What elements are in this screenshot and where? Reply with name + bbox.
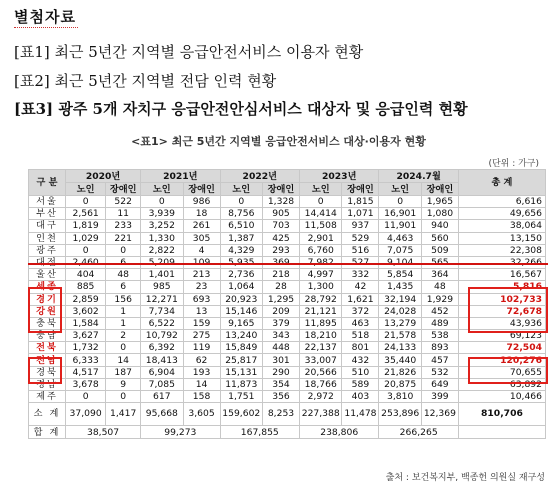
value-cell: 275 (183, 330, 220, 342)
value-cell: 32,194 (379, 293, 421, 305)
value-cell: 48 (106, 269, 141, 281)
value-cell: 21,826 (379, 366, 421, 378)
value-cell: 20,566 (300, 366, 342, 378)
value-cell: 0 (106, 391, 141, 403)
value-cell: 5,854 (379, 269, 421, 281)
source-note: 출처 : 보건복지부, 백종헌 의원실 재구성 (385, 473, 545, 483)
value-cell: 6,392 (141, 342, 183, 354)
value-cell: 343 (262, 330, 299, 342)
value-cell: 119 (183, 342, 220, 354)
value-cell: 332 (342, 269, 379, 281)
value-cell: 38,507 (66, 426, 141, 439)
value-cell: 15,131 (220, 366, 262, 378)
value-cell: 560 (421, 232, 458, 244)
value-cell: 13 (183, 305, 220, 317)
value-cell: 11,508 (300, 220, 342, 232)
value-cell: 1,819 (66, 220, 106, 232)
value-cell: 2,561 (66, 208, 106, 220)
total-cell: 810,706 (458, 403, 545, 426)
value-cell: 159,602 (220, 403, 262, 426)
value-cell: 1,064 (220, 281, 262, 293)
value-cell: 649 (421, 378, 458, 390)
value-cell: 156 (106, 293, 141, 305)
value-cell: 9,104 (379, 256, 421, 268)
value-cell: 99,273 (141, 426, 220, 439)
value-cell: 2 (106, 330, 141, 342)
value-cell: 18,413 (141, 354, 183, 366)
value-cell: 1,815 (342, 196, 379, 208)
value-cell: 14,414 (300, 208, 342, 220)
value-cell: 1,751 (220, 391, 262, 403)
value-cell: 3,939 (141, 208, 183, 220)
value-cell: 11,901 (379, 220, 421, 232)
header-total: 총 계 (458, 170, 545, 196)
region-cell: 전남 (29, 354, 66, 366)
value-cell: 11,478 (342, 403, 379, 426)
value-cell: 1,330 (141, 232, 183, 244)
value-cell: 693 (183, 293, 220, 305)
value-cell: 8,253 (262, 403, 299, 426)
value-cell: 452 (421, 305, 458, 317)
total-cell: 120,276 (458, 354, 545, 366)
value-cell: 3,605 (183, 403, 220, 426)
value-cell: 399 (421, 391, 458, 403)
total-cell: 43,936 (458, 317, 545, 329)
value-cell: 227,388 (300, 403, 342, 426)
value-cell: 509 (421, 244, 458, 256)
value-cell: 0 (300, 196, 342, 208)
total-cell: 63,892 (458, 378, 545, 390)
value-cell: 266,265 (379, 426, 458, 439)
total-cell: 32,266 (458, 256, 545, 268)
table-caption: <표1> 최근 5년간 지역별 응급안전서비스 대상·이용자 현황 (131, 135, 426, 148)
value-cell: 3,627 (66, 330, 106, 342)
value-cell: 463 (342, 317, 379, 329)
header-sub: 장애인 (262, 183, 299, 196)
value-cell: 0 (66, 391, 106, 403)
value-cell: 2,822 (141, 244, 183, 256)
value-cell: 3,810 (379, 391, 421, 403)
total-cell: 5,816 (458, 281, 545, 293)
value-cell: 14 (183, 378, 220, 390)
value-cell: 4,517 (66, 366, 106, 378)
value-cell: 18,210 (300, 330, 342, 342)
value-cell: 1,584 (66, 317, 106, 329)
header-sub: 장애인 (421, 183, 458, 196)
value-cell: 356 (262, 391, 299, 403)
region-cell: 인천 (29, 232, 66, 244)
value-cell: 905 (262, 208, 299, 220)
value-cell: 1,732 (66, 342, 106, 354)
value-cell: 425 (262, 232, 299, 244)
region-cell: 부산 (29, 208, 66, 220)
value-cell: 518 (342, 330, 379, 342)
value-cell: 2,972 (300, 391, 342, 403)
value-cell: 11,873 (220, 378, 262, 390)
region-cell: 강원 (29, 305, 66, 317)
value-cell: 9 (106, 378, 141, 390)
value-cell: 893 (421, 342, 458, 354)
region-cell: 경남 (29, 378, 66, 390)
value-cell: 703 (262, 220, 299, 232)
value-cell: 0 (66, 196, 106, 208)
grand-total-row (29, 426, 546, 439)
region-cell: 세종 (29, 281, 66, 293)
value-cell: 28,792 (300, 293, 342, 305)
attachment-underline (14, 27, 78, 28)
total-cell: 16,567 (458, 269, 545, 281)
total-cell: 69,123 (458, 330, 545, 342)
value-cell: 238,806 (300, 426, 379, 439)
value-cell: 18,766 (300, 378, 342, 390)
value-cell: 21,121 (300, 305, 342, 317)
value-cell: 1,965 (421, 196, 458, 208)
value-cell: 1,080 (421, 208, 458, 220)
value-cell: 522 (106, 196, 141, 208)
value-cell: 28 (262, 281, 299, 293)
table-row (29, 244, 546, 256)
value-cell: 213 (183, 269, 220, 281)
value-cell: 0 (379, 196, 421, 208)
unit-label: (단위 : 가구) (488, 159, 539, 169)
value-cell: 529 (342, 232, 379, 244)
total-cell: 22,308 (458, 244, 545, 256)
header-sub: 노인 (141, 183, 183, 196)
empty-cell (458, 426, 545, 439)
value-cell: 13,279 (379, 317, 421, 329)
value-cell: 209 (262, 305, 299, 317)
value-cell: 372 (342, 305, 379, 317)
value-cell: 12,369 (421, 403, 458, 426)
value-cell: 37,090 (66, 403, 106, 426)
total-cell: 13,150 (458, 232, 545, 244)
header-year: 2020년 (66, 170, 141, 183)
value-cell: 510 (342, 366, 379, 378)
header-year: 2022년 (220, 170, 299, 183)
value-cell: 10,792 (141, 330, 183, 342)
total-cell: 49,656 (458, 208, 545, 220)
value-cell: 14 (106, 354, 141, 366)
value-cell: 1,621 (342, 293, 379, 305)
value-cell: 404 (66, 269, 106, 281)
value-cell: 1 (106, 317, 141, 329)
header-year: 2021년 (141, 170, 220, 183)
value-cell: 4,463 (379, 232, 421, 244)
region-cell: 경북 (29, 366, 66, 378)
region-cell: 충남 (29, 330, 66, 342)
value-cell: 4,329 (220, 244, 262, 256)
value-cell: 985 (141, 281, 183, 293)
table-row (29, 208, 546, 220)
table-row (29, 220, 546, 232)
value-cell: 1,401 (141, 269, 183, 281)
attachment-label: 별첨자료 (14, 8, 76, 26)
value-cell: 589 (342, 378, 379, 390)
value-cell: 15,146 (220, 305, 262, 317)
region-cell: 서울 (29, 196, 66, 208)
value-cell: 12,271 (141, 293, 183, 305)
value-cell: 187 (106, 366, 141, 378)
highlight-box-totals-1 (468, 287, 548, 333)
value-cell: 6,760 (300, 244, 342, 256)
region-cell: 대구 (29, 220, 66, 232)
value-cell: 364 (421, 269, 458, 281)
value-cell: 20,923 (220, 293, 262, 305)
table-row (29, 342, 546, 354)
value-cell: 7,734 (141, 305, 183, 317)
value-cell: 6,510 (220, 220, 262, 232)
value-cell: 95,668 (141, 403, 183, 426)
value-cell: 293 (262, 244, 299, 256)
value-cell: 4,997 (300, 269, 342, 281)
value-cell: 158 (183, 391, 220, 403)
region-cell: 합 계 (29, 426, 66, 439)
value-cell: 42 (342, 281, 379, 293)
value-cell: 4 (183, 244, 220, 256)
value-cell: 885 (66, 281, 106, 293)
table-list-item-2: [표2] 최근 5년간 지역별 전담 인력 현황 (14, 72, 277, 90)
total-cell: 10,466 (458, 391, 545, 403)
value-cell: 0 (106, 342, 141, 354)
value-cell: 448 (262, 342, 299, 354)
region-cell: 충북 (29, 317, 66, 329)
value-cell: 2,736 (220, 269, 262, 281)
highlight-box-totals-2 (468, 357, 548, 384)
value-cell: 403 (342, 391, 379, 403)
value-cell: 940 (421, 220, 458, 232)
value-cell: 16,901 (379, 208, 421, 220)
header-sub: 노인 (220, 183, 262, 196)
table-row (29, 232, 546, 244)
value-cell: 937 (342, 220, 379, 232)
total-cell: 72,504 (458, 342, 545, 354)
highlight-box-regions-2 (28, 357, 62, 384)
value-cell: 5,935 (220, 256, 262, 268)
value-cell: 1,295 (262, 293, 299, 305)
value-cell: 617 (141, 391, 183, 403)
value-cell: 193 (183, 366, 220, 378)
value-cell: 6,522 (141, 317, 183, 329)
value-cell: 1,328 (262, 196, 299, 208)
header-sub: 노인 (379, 183, 421, 196)
value-cell: 1,029 (66, 232, 106, 244)
table-list-item-3: [표3] 광주 5개 자치구 응급안전안심서비스 대상자 및 응급인력 현황 (14, 100, 468, 118)
value-cell: 13,240 (220, 330, 262, 342)
value-cell: 11,895 (300, 317, 342, 329)
value-cell: 48 (421, 281, 458, 293)
value-cell: 218 (262, 269, 299, 281)
value-cell: 253,896 (379, 403, 421, 426)
header-year: 2023년 (300, 170, 379, 183)
value-cell: 20,875 (379, 378, 421, 390)
value-cell: 15,849 (220, 342, 262, 354)
value-cell: 7,075 (379, 244, 421, 256)
value-cell: 6 (106, 281, 141, 293)
value-cell: 9,165 (220, 317, 262, 329)
header-sub: 노인 (300, 183, 342, 196)
value-cell: 7,982 (300, 256, 342, 268)
value-cell: 7,085 (141, 378, 183, 390)
highlight-box-regions-1 (28, 287, 62, 333)
value-cell: 3,678 (66, 378, 106, 390)
header-year: 2024.7월 (379, 170, 458, 183)
value-cell: 6,904 (141, 366, 183, 378)
value-cell: 986 (183, 196, 220, 208)
value-cell: 1,071 (342, 208, 379, 220)
region-cell: 경기 (29, 293, 66, 305)
value-cell: 35,440 (379, 354, 421, 366)
value-cell: 290 (262, 366, 299, 378)
total-cell: 102,733 (458, 293, 545, 305)
region-cell: 울산 (29, 269, 66, 281)
region-cell: 제주 (29, 391, 66, 403)
value-cell: 489 (421, 317, 458, 329)
value-cell: 22,137 (300, 342, 342, 354)
value-cell: 1,435 (379, 281, 421, 293)
value-cell: 5,209 (141, 256, 183, 268)
value-cell: 18 (183, 208, 220, 220)
total-cell: 70,655 (458, 366, 545, 378)
value-cell: 221 (106, 232, 141, 244)
value-cell: 21,578 (379, 330, 421, 342)
value-cell: 11 (106, 208, 141, 220)
value-cell: 0 (141, 196, 183, 208)
region-cell: 광주 (29, 244, 66, 256)
gwangju-underline (28, 263, 548, 265)
value-cell: 3,602 (66, 305, 106, 317)
table-row (29, 269, 546, 281)
subtotal-row (29, 403, 546, 426)
total-cell: 6,616 (458, 196, 545, 208)
table-row (29, 196, 546, 208)
value-cell: 24,133 (379, 342, 421, 354)
table-row (29, 391, 546, 403)
value-cell: 24,028 (379, 305, 421, 317)
value-cell: 62 (183, 354, 220, 366)
header-sub: 노인 (66, 183, 106, 196)
value-cell: 109 (183, 256, 220, 268)
value-cell: 1,387 (220, 232, 262, 244)
value-cell: 23 (183, 281, 220, 293)
value-cell: 301 (262, 354, 299, 366)
value-cell: 1 (106, 305, 141, 317)
value-cell: 801 (342, 342, 379, 354)
value-cell: 6,333 (66, 354, 106, 366)
value-cell: 1,417 (106, 403, 141, 426)
value-cell: 0 (220, 196, 262, 208)
value-cell: 159 (183, 317, 220, 329)
value-cell: 379 (262, 317, 299, 329)
total-cell: 72,678 (458, 305, 545, 317)
value-cell: 261 (183, 220, 220, 232)
value-cell: 1,929 (421, 293, 458, 305)
header-sub: 장애인 (342, 183, 379, 196)
value-cell: 6 (106, 256, 141, 268)
value-cell: 3,252 (141, 220, 183, 232)
table-list-item-1: [표1] 최근 5년간 지역별 응급안전서비스 이용자 현황 (14, 43, 364, 61)
value-cell: 457 (421, 354, 458, 366)
value-cell: 516 (342, 244, 379, 256)
value-cell: 432 (342, 354, 379, 366)
region-cell: 소 계 (29, 403, 66, 426)
region-cell: 전북 (29, 342, 66, 354)
value-cell: 25,817 (220, 354, 262, 366)
value-cell: 167,855 (220, 426, 299, 439)
value-cell: 33,007 (300, 354, 342, 366)
value-cell: 1,300 (300, 281, 342, 293)
value-cell: 0 (106, 244, 141, 256)
value-cell: 538 (421, 330, 458, 342)
header-row-years (29, 170, 546, 183)
value-cell: 532 (421, 366, 458, 378)
value-cell: 527 (342, 256, 379, 268)
total-cell: 38,064 (458, 220, 545, 232)
value-cell: 8,756 (220, 208, 262, 220)
value-cell: 2,901 (300, 232, 342, 244)
value-cell: 233 (106, 220, 141, 232)
header-sub: 장애인 (183, 183, 220, 196)
header-region: 구 분 (29, 170, 66, 196)
value-cell: 369 (262, 256, 299, 268)
value-cell: 565 (421, 256, 458, 268)
value-cell: 354 (262, 378, 299, 390)
region-cell: 대전 (29, 256, 66, 268)
value-cell: 2,460 (66, 256, 106, 268)
header-sub: 장애인 (106, 183, 141, 196)
value-cell: 305 (183, 232, 220, 244)
value-cell: 2,859 (66, 293, 106, 305)
value-cell: 0 (66, 244, 106, 256)
